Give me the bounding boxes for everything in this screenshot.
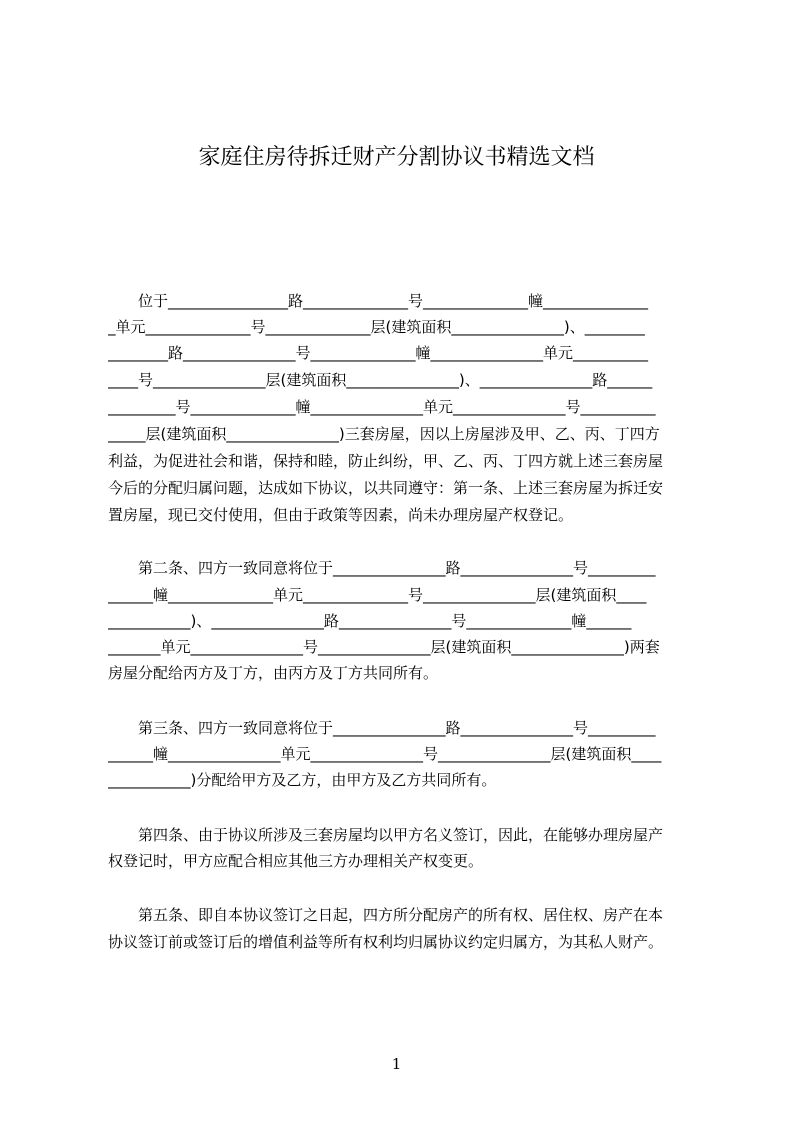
article-2-line: 房屋分配给丙方及丁方，由丙方及丁方共同所有。 [108, 664, 439, 682]
preamble-line: _____层(建筑面积_______________)三套房屋，因以上房屋涉及甲、乙、丙、丁四方 [108, 425, 660, 443]
preamble-line: _单元______________号______________层(建筑面积_______________)、________ [108, 318, 645, 336]
preamble-line: _________号______________幢_______________单元_______________号__________ [108, 398, 656, 416]
preamble-line: 位于________________路______________号______________幢______________ [138, 292, 649, 310]
preamble-line: ________路_______________号______________幢_______________单元__________ [108, 344, 649, 362]
article-3-line: ___________)分配给甲方及乙方，由甲方及乙方共同所有。 [108, 771, 497, 789]
article-5-line: 协议签订前或签订后的增值利益等所有权利均归属协议约定归属方，为其私人财产。 [108, 933, 664, 951]
document-title: 家庭住房待拆迁财产分割协议书精选文档 [198, 145, 595, 170]
preamble-line: 利益，为促进社会和谐，保持和睦，防止纠纷，甲、乙、丙、丁四方就上述三套房屋 [108, 452, 664, 470]
article-3-line: 第三条、四方一致同意将位于_______________路_______________号_________ [138, 719, 656, 737]
article-2-line: 第二条、四方一致同意将位于_______________路_______________号_________ [138, 559, 656, 577]
article-4-line: 第四条、由于协议所涉及三套房屋均以甲方名义签订，因此，在能够办理房屋产 [138, 826, 664, 844]
preamble-line: 置房屋，现已交付使用，但由于政策等因素，尚未办理房屋产权登记。 [108, 506, 574, 524]
article-2-line: _______单元_______________号_______________层(建筑面积_______________)两套 [108, 638, 660, 656]
preamble-line: ____号_______________层(建筑面积_______________)、_______________路______ [108, 371, 653, 389]
preamble-line: 今后的分配归属问题，达成如下协议，以共同遵守：第一条、上述三套房屋为拆迁安 [108, 479, 664, 497]
article-2-line: ______幢______________单元______________号_______________层(建筑面积____ [108, 586, 647, 604]
article-5-line: 第五条、即自本协议签订之日起，四方所分配房产的所有权、居住权、房产在本 [138, 906, 664, 924]
article-4-line: 权登记时，甲方应配合相应其他三方办理相关产权变更。 [108, 852, 484, 870]
article-2-line: ___________)、_______________路_______________号______________幢______ [108, 612, 632, 630]
article-3-line: ______幢_______________单元_______________号_______________层(建筑面积____ [108, 745, 662, 763]
page-number: 1 [391, 1055, 402, 1073]
